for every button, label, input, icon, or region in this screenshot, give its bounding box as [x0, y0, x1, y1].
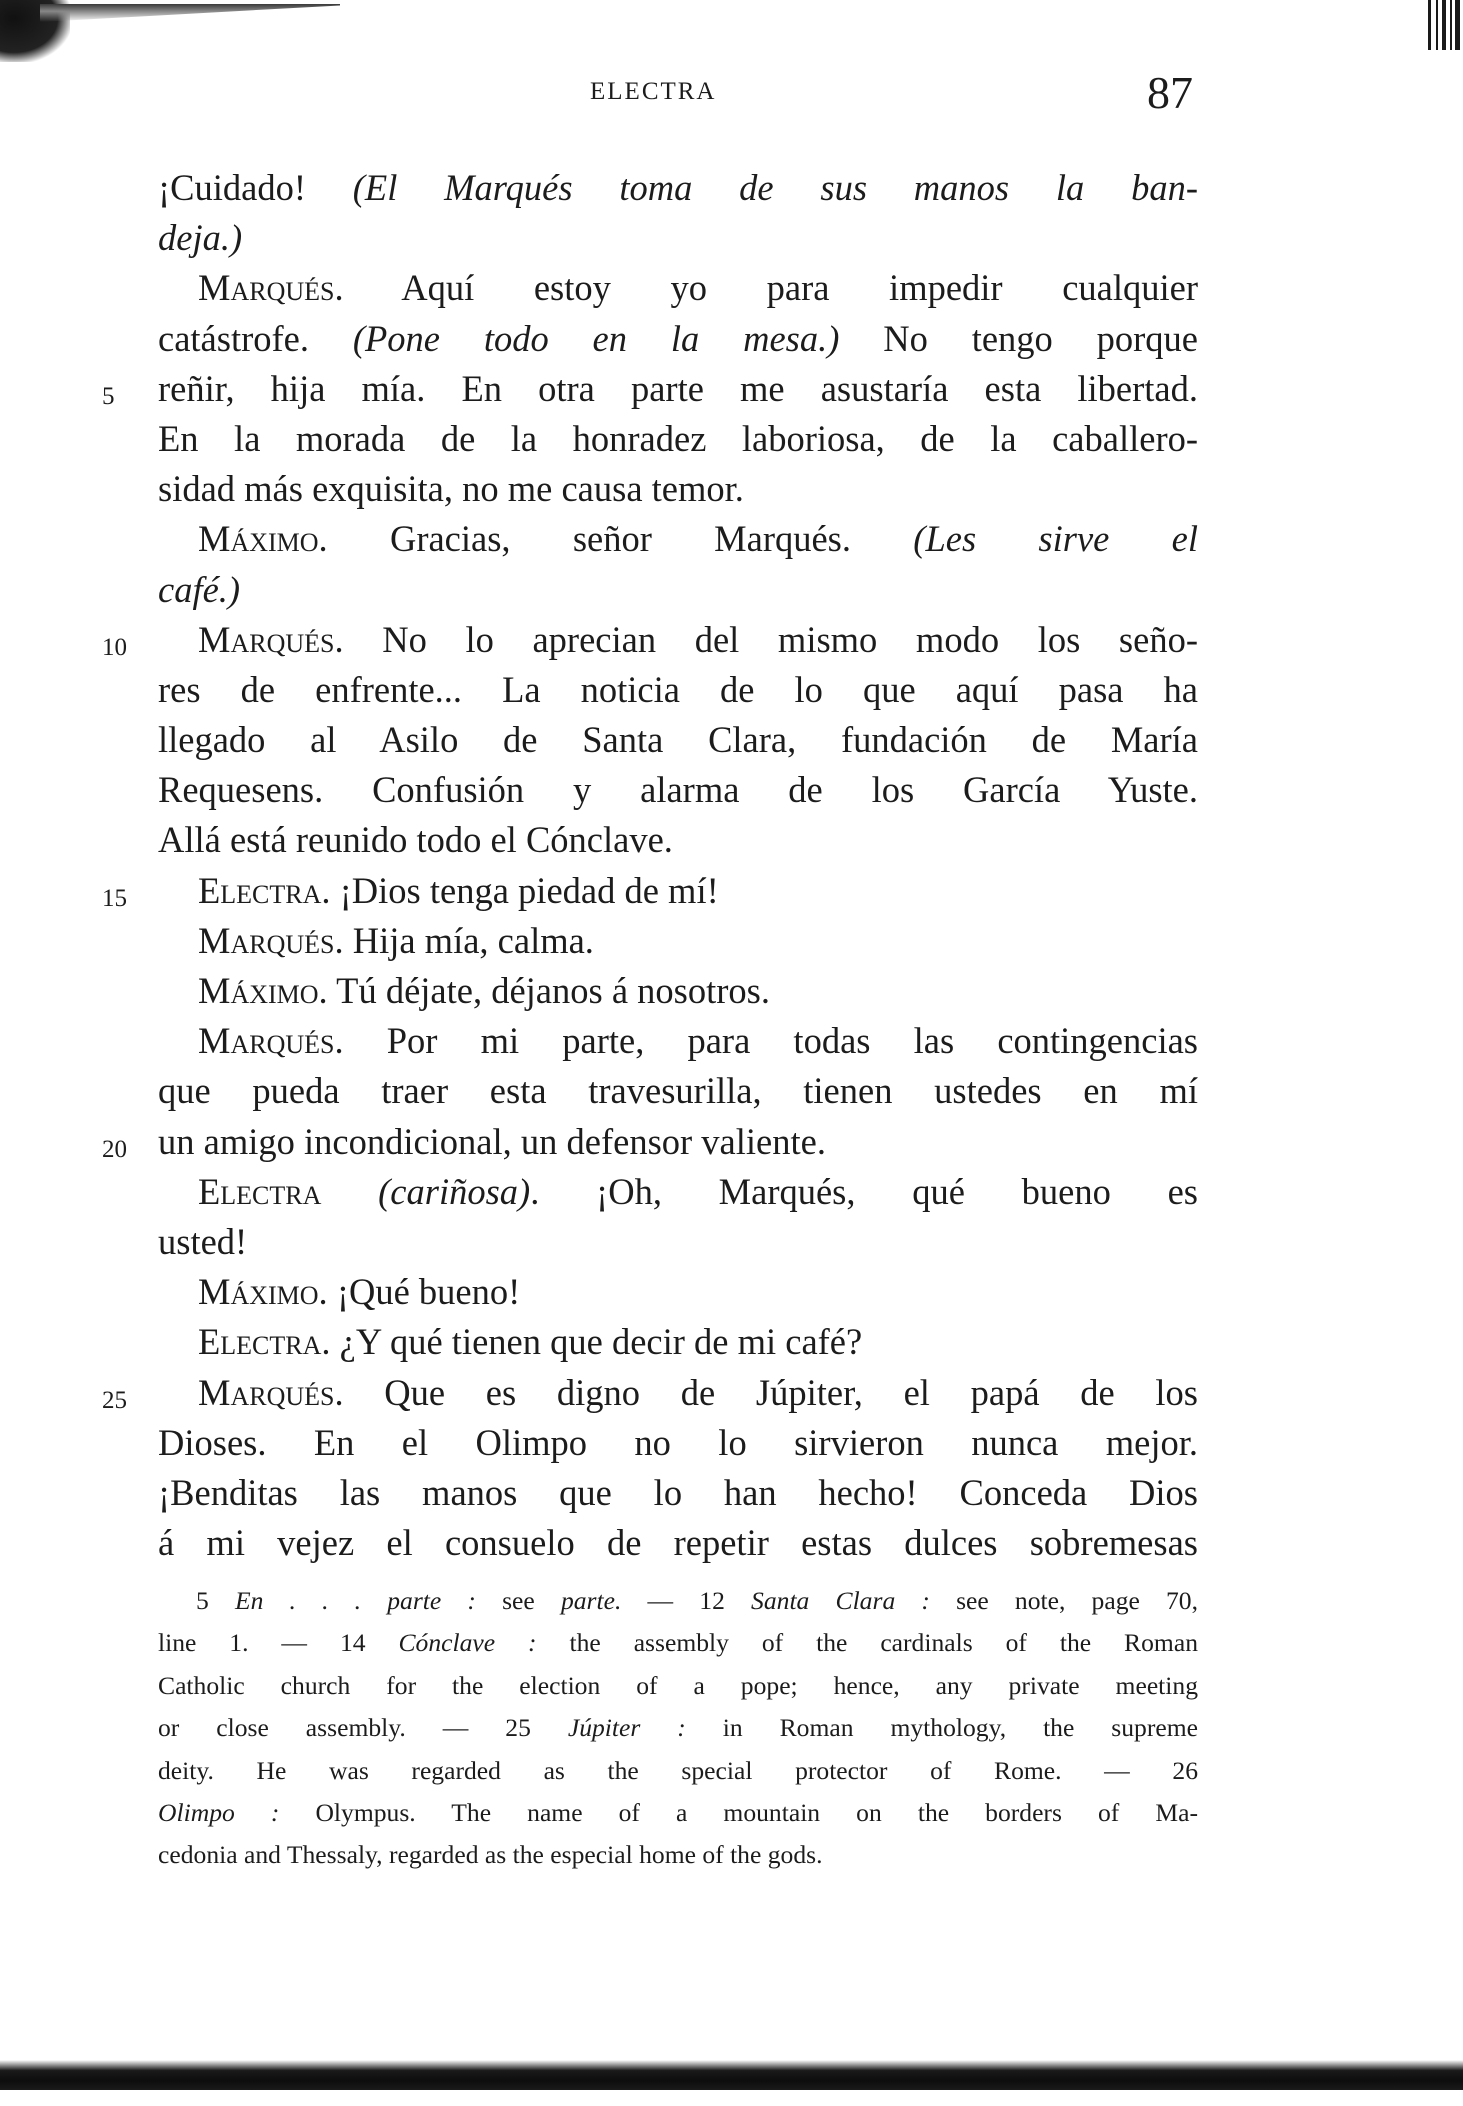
- text-line: [158, 414, 1198, 464]
- text-line: [158, 1468, 1198, 1518]
- footnote-line: [158, 1750, 1198, 1792]
- text-run: deity. He was regarded as the special protector of Rome. — 26: [158, 1755, 1198, 1785]
- line-number: 5: [102, 382, 115, 410]
- scan-top-streak: [40, 4, 340, 22]
- text-line: [158, 314, 1198, 364]
- line-number: 15: [102, 884, 127, 912]
- text-line: [158, 1217, 1198, 1267]
- text-line: [158, 514, 1198, 564]
- text-run: Aquí estoy yo para impedir cualquier: [343, 267, 1198, 309]
- text-run: Hija mía, calma.: [343, 919, 594, 961]
- text-line: [158, 815, 1198, 865]
- footnote-line: [158, 1580, 1198, 1622]
- text-run: Gracias, señor Marqués.: [327, 518, 914, 560]
- text-run: Tú déjate, déjanos á nosotros.: [327, 970, 770, 1011]
- footnote-line: [158, 1834, 1198, 1876]
- text-run: Requesens. Confusión y alarma de los García Yuste.: [158, 769, 1198, 811]
- text-run: á mi vejez el consuelo de repetir estas dulces sobremesas: [158, 1522, 1198, 1564]
- text-run: in Roman mythology, the supreme: [685, 1713, 1198, 1743]
- page-number: 87: [1147, 67, 1193, 118]
- text-line: [158, 565, 1198, 615]
- text-line: [158, 765, 1198, 815]
- text-run: . ¡Oh, Marqués, qué bueno es: [530, 1170, 1198, 1212]
- text-run: Que es digno de Júpiter, el papá de los: [343, 1371, 1198, 1413]
- text-run: usted!: [158, 1220, 248, 1262]
- stage-direction: Júpiter :: [567, 1713, 686, 1743]
- text-line: [158, 665, 1198, 715]
- text-run: line 1. — 14: [158, 1628, 399, 1658]
- text-run: que pueda traer esta travesurilla, tienen ustedes en mí: [158, 1070, 1198, 1112]
- text-line: [102, 364, 1198, 414]
- text-line: [158, 263, 1198, 313]
- line-number: 10: [102, 633, 127, 661]
- text-line: [158, 1016, 1198, 1066]
- text-line: [102, 866, 1198, 916]
- line-number: 25: [102, 1386, 127, 1414]
- text-line: [158, 1317, 1198, 1367]
- text-run: sidad más exquisita, no me causa temor.: [158, 468, 744, 510]
- text-run: catástrofe.: [158, 317, 353, 359]
- text-run: or close assembly. — 25: [158, 1713, 568, 1743]
- text-run: ¡Dios tenga piedad de mí!: [330, 869, 719, 911]
- footnotes: [158, 1580, 1198, 1877]
- text-run: En la morada de la honradez laboriosa, de la caballero-: [158, 417, 1198, 459]
- footnote-line: [158, 1707, 1198, 1749]
- text-run: ¡Benditas las manos que lo han hecho! Conceda Dios: [158, 1471, 1198, 1513]
- text-run: ¿Y qué tienen que decir de mi café?: [330, 1321, 863, 1363]
- stage-direction: parte.: [560, 1586, 622, 1615]
- text-line: [158, 715, 1198, 765]
- speaker-name: Electra.: [198, 1321, 331, 1363]
- text-run: see: [475, 1586, 561, 1615]
- text-run: ¡Qué bueno!: [327, 1271, 521, 1313]
- text-run: 5: [196, 1586, 235, 1615]
- book-binding-edge: [1420, 0, 1463, 2106]
- play-text: [102, 163, 1199, 1568]
- text-line: [158, 213, 1198, 263]
- speaker-name: Máximo.: [198, 518, 328, 560]
- stage-direction: (El Marqués toma de sus manos la ban-: [352, 167, 1198, 208]
- text-run: see note, page 70,: [929, 1586, 1199, 1615]
- text-run: Olympus. The name of a mountain on the borders of Ma-: [279, 1797, 1198, 1827]
- stage-direction: Cónclave :: [398, 1628, 537, 1658]
- text-run: — 12: [621, 1586, 752, 1615]
- text-run: Catholic church for the election of a pope; hence, any private meeting: [158, 1670, 1198, 1700]
- stage-direction: (cariñosa): [378, 1170, 531, 1212]
- speaker-name: Máximo.: [198, 1271, 328, 1313]
- text-run: No tengo porque: [839, 317, 1198, 359]
- stage-direction: deja.): [158, 217, 243, 259]
- text-run: Por mi parte, para todas las contingencias: [343, 1020, 1198, 1062]
- text-line: [158, 916, 1198, 966]
- text-run: ¡Cuidado!: [158, 167, 353, 208]
- stage-direction: (Pone todo en la mesa.): [352, 317, 840, 359]
- speaker-name: Electra: [198, 1170, 322, 1212]
- text-line: [102, 1368, 1198, 1418]
- speaker-name: Marqués.: [198, 267, 344, 309]
- stage-direction: Olimpo :: [158, 1797, 280, 1827]
- text-line: [158, 1518, 1198, 1568]
- text-run: reñir, hija mía. En otra parte me asustaría esta libertad.: [158, 367, 1198, 409]
- text-run: Dioses. En el Olimpo no lo sirvieron nunca mejor.: [158, 1421, 1198, 1463]
- speaker-name: Marqués.: [198, 1020, 344, 1062]
- text-run: res de enfrente... La noticia de lo que aquí pasa ha: [158, 668, 1198, 710]
- text-line: [158, 966, 1198, 1016]
- text-line: [102, 1117, 1198, 1167]
- text-run: [321, 1171, 378, 1212]
- text-line: [158, 163, 1198, 213]
- text-run: cedonia and Thessaly, regarded as the especial home of the gods.: [158, 1840, 823, 1870]
- scan-bottom-edge: [0, 2060, 1463, 2090]
- stage-direction: (Les sirve el: [913, 518, 1199, 560]
- text-line: [158, 464, 1198, 514]
- footnote-line: [158, 1792, 1198, 1834]
- speaker-name: Máximo.: [198, 970, 328, 1011]
- text-line: [158, 1267, 1198, 1317]
- speaker-name: Electra.: [198, 869, 331, 911]
- speaker-name: Marqués.: [198, 1371, 344, 1413]
- text-run: un amigo incondicional, un defensor valiente.: [158, 1120, 826, 1162]
- text-line: [158, 1167, 1198, 1217]
- stage-direction: café.): [158, 568, 241, 610]
- text-run: No lo aprecian del mismo modo los seño-: [343, 618, 1198, 660]
- stage-direction: En . . . parte :: [234, 1586, 476, 1615]
- text-line: [158, 1066, 1198, 1116]
- text-line: [158, 1418, 1198, 1468]
- speaker-name: Marqués.: [198, 618, 344, 660]
- line-number: 20: [102, 1135, 127, 1163]
- text-line: [102, 615, 1198, 665]
- running-title: ELECTRA: [590, 78, 717, 105]
- footnote-line: [158, 1622, 1198, 1664]
- text-run: llegado al Asilo de Santa Clara, fundación de María: [158, 719, 1198, 761]
- text-run: Allá está reunido todo el Cónclave.: [158, 819, 673, 861]
- text-run: the assembly of the cardinals of the Roman: [536, 1628, 1198, 1658]
- speaker-name: Marqués.: [198, 919, 344, 961]
- stage-direction: Santa Clara :: [751, 1586, 930, 1615]
- footnote-line: [158, 1665, 1198, 1707]
